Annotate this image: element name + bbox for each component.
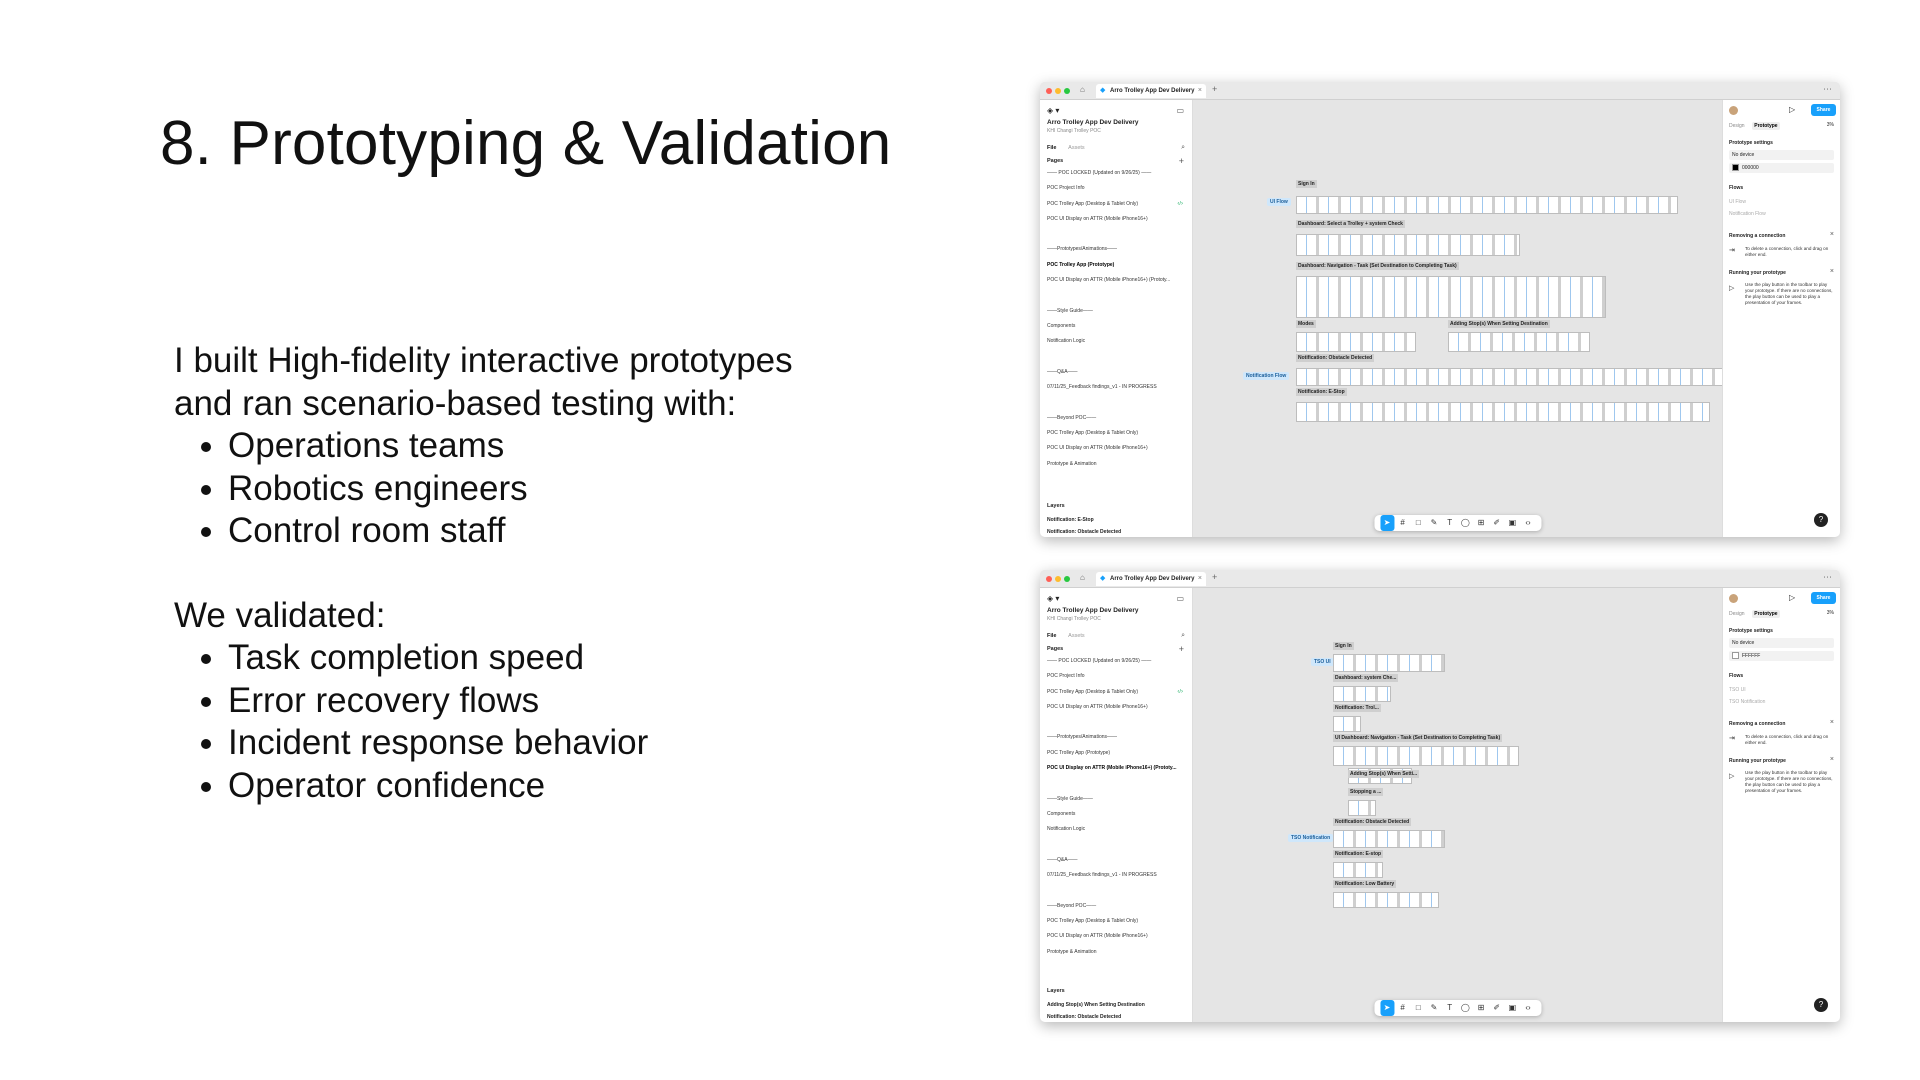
pen-tool-icon[interactable]: ✎ — [1430, 518, 1438, 527]
close-window-button[interactable] — [1046, 576, 1052, 582]
frame-strip[interactable] — [1333, 830, 1445, 848]
flow-tag[interactable]: UI Flow — [1267, 198, 1291, 206]
flows-heading: Flows — [1729, 185, 1744, 191]
close-icon[interactable]: × — [1829, 756, 1834, 763]
removing-connection-text: To delete a connection, click and drag on either end. — [1745, 734, 1829, 745]
text-tool-icon[interactable]: T — [1447, 1003, 1453, 1012]
frame-strip[interactable] — [1333, 716, 1361, 732]
page-item[interactable]: Components — [1047, 810, 1076, 817]
figma-screenshot-1 — [1040, 82, 1840, 537]
tab-file[interactable]: File — [1047, 145, 1057, 151]
minimize-window-button[interactable] — [1055, 88, 1061, 94]
background-color-field[interactable] — [1729, 651, 1834, 661]
page-item[interactable]: ——Style Guide—— — [1047, 795, 1093, 802]
window-titlebar — [1040, 570, 1840, 588]
flow-tag[interactable]: TSO Notification — [1288, 834, 1333, 842]
list-item: • Operations teams — [228, 425, 834, 468]
layers-heading: Layers — [1047, 988, 1065, 994]
project-title[interactable]: Arro Trolley App Dev Delivery — [1047, 119, 1139, 126]
frame-strip[interactable] — [1296, 368, 1724, 386]
intro-text: I built High-fidelity interactive prototypes and ran scenario-based testing with: — [174, 341, 793, 423]
list-item: • Task completion speed — [228, 637, 834, 680]
home-icon[interactable]: ⌂ — [1080, 573, 1085, 582]
shape-tool-icon[interactable]: □ — [1415, 518, 1421, 527]
list-item: • Error recovery flows — [228, 680, 834, 723]
section-label: Sign In — [1335, 643, 1352, 649]
page-spacer — [1047, 292, 1185, 307]
running-prototype-text: Use the play button in the toolbar to play your prototype. If there are no connections, the play button can be used to play a presentation of your frames. — [1745, 770, 1833, 793]
removing-connection-heading: Removing a connection — [1729, 233, 1786, 239]
slide-title: 8. Prototyping & Validation — [160, 109, 892, 178]
frame-strip[interactable] — [1296, 402, 1710, 422]
move-tool-icon[interactable]: ➤ — [1380, 1000, 1394, 1016]
flow-item[interactable]: Notification Flow — [1729, 211, 1766, 217]
page-item[interactable]: POC UI Display on ATTR (Mobile iPhone16+) — [1047, 445, 1148, 452]
panel-tabs — [1729, 610, 1834, 618]
close-window-button[interactable] — [1046, 88, 1052, 94]
frame-strip[interactable] — [1296, 196, 1678, 214]
background-color-field[interactable] — [1729, 163, 1834, 173]
add-page-icon[interactable]: + — [1178, 156, 1184, 166]
running-prototype-heading: Running your prototype — [1729, 758, 1786, 764]
layer-item[interactable]: Adding Stop(s) When Setting Destination — [1047, 1002, 1145, 1008]
section-label: Notification: Obstacle Detected — [1298, 355, 1373, 361]
window-titlebar — [1040, 82, 1840, 100]
section-label: UI Dashboard: Navigation - Task (Set Destination to Completing Task) — [1335, 735, 1501, 741]
left-sidebar — [1040, 100, 1193, 537]
share-button[interactable]: Share — [1811, 592, 1836, 604]
dev-mode-icon: ‹/› — [1177, 200, 1183, 207]
more-icon[interactable]: ⋯ — [1823, 572, 1832, 582]
prototype-settings-heading: Prototype settings — [1729, 140, 1773, 146]
flow-tag[interactable]: TSO UI — [1311, 658, 1334, 666]
removing-connection-heading: Removing a connection — [1729, 721, 1786, 727]
minimize-window-button[interactable] — [1055, 576, 1061, 582]
tab-assets[interactable]: Assets — [1068, 633, 1085, 639]
page-spacer — [1047, 780, 1185, 795]
search-icon[interactable]: ⌕ — [1181, 632, 1185, 639]
page-item[interactable]: Notification Logic — [1047, 826, 1086, 833]
sidebar-tabs — [1047, 145, 1185, 151]
add-page-icon[interactable]: + — [1178, 644, 1184, 654]
design-mode-icon[interactable]: ▣ — [1508, 1003, 1517, 1012]
page-item[interactable]: POC UI Display on ATTR (Mobile iPhone16+) — [1047, 703, 1148, 710]
section-label: Stopping a ... — [1350, 789, 1382, 795]
help-icon[interactable]: ? — [1814, 513, 1828, 527]
section-label: Adding Stop(s) When Setting Destination — [1450, 321, 1548, 327]
play-icon[interactable]: ▷ — [1789, 593, 1796, 602]
page-spacer — [1047, 842, 1185, 857]
maximize-window-button[interactable] — [1064, 88, 1070, 94]
list-item: • Operator confidence — [228, 765, 834, 808]
page-spacer — [1047, 231, 1185, 246]
page-item[interactable]: Notification Logic — [1047, 338, 1086, 345]
page-item[interactable]: POC Trolley App (Desktop & Tablet Only) — [1047, 918, 1139, 925]
frame-strip[interactable] — [1296, 234, 1520, 256]
play-icon: ▷ — [1729, 285, 1735, 292]
page-item[interactable]: —— POC LOCKED (Updated on 9/26/25) —— — [1047, 658, 1152, 664]
canvas[interactable] — [1193, 588, 1722, 1022]
section-label: Notification: Low Battery — [1335, 881, 1395, 887]
close-icon[interactable]: × — [1829, 268, 1834, 275]
figma-menu-icon[interactable]: ◈ ▾ — [1047, 594, 1060, 603]
page-item[interactable]: —— POC LOCKED (Updated on 9/26/25) —— — [1047, 170, 1152, 176]
bottom-toolbar — [1374, 515, 1541, 531]
pages-heading: Pages — [1047, 158, 1064, 164]
close-icon[interactable]: × — [1197, 87, 1202, 94]
section-label: Dashboard: Select a Trolley + system Check — [1298, 221, 1403, 227]
frame-strip[interactable] — [1448, 332, 1590, 352]
maximize-window-button[interactable] — [1064, 576, 1070, 582]
flow-item[interactable]: TSO UI — [1729, 687, 1746, 693]
project-subtitle: KHI Changi Trolley POC — [1047, 616, 1101, 622]
frame-strip[interactable] — [1333, 654, 1445, 672]
pages-heading: Pages — [1047, 646, 1064, 652]
shape-tool-icon[interactable]: □ — [1415, 1003, 1421, 1012]
panel-toggle-icon[interactable]: ▭ — [1176, 594, 1184, 603]
frame-strip[interactable] — [1296, 332, 1416, 352]
running-prototype-heading: Running your prototype — [1729, 270, 1786, 276]
section-label: Dashboard: system Che... — [1335, 675, 1397, 681]
panel-toggle-icon[interactable]: ▭ — [1176, 106, 1184, 115]
figma-file-icon: ◆ — [1100, 575, 1106, 582]
figma-screenshot-2 — [1040, 570, 1840, 1022]
actions-icon[interactable]: ⊞ — [1477, 1003, 1485, 1012]
layer-item[interactable]: Notification: E-Stop — [1047, 517, 1094, 523]
figma-menu-icon[interactable]: ◈ ▾ — [1047, 106, 1060, 115]
frame-tool-icon[interactable]: # — [1400, 518, 1405, 527]
color-value: FFFFFF — [1742, 653, 1761, 659]
removing-connection-text: To delete a connection, click and drag on either end. — [1745, 246, 1829, 257]
page-item[interactable]: POC Trolley App (Prototype) — [1047, 749, 1111, 756]
page-list — [1047, 658, 1185, 964]
page-item[interactable]: POC Project Info — [1047, 185, 1085, 192]
tab-design[interactable]: Design — [1729, 123, 1745, 129]
page-item[interactable]: Components — [1047, 322, 1076, 329]
move-tool-icon[interactable]: ➤ — [1380, 515, 1394, 531]
connection-icon: ⇥ — [1729, 247, 1735, 254]
color-swatch[interactable] — [1732, 164, 1739, 171]
section-label: Notification: Obstacle Detected — [1335, 819, 1410, 825]
flow-item[interactable]: TSO Notification — [1729, 699, 1766, 705]
page-item[interactable]: ——Style Guide—— — [1047, 307, 1093, 314]
flows-heading: Flows — [1729, 673, 1744, 679]
frame-tool-icon[interactable]: # — [1400, 1003, 1405, 1012]
page-item[interactable]: POC UI Display on ATTR (Mobile iPhone16+) — [1047, 933, 1148, 940]
page-item[interactable]: ——Beyond POC—— — [1047, 902, 1097, 909]
left-sidebar — [1040, 588, 1193, 1022]
flow-tag[interactable]: Notification Flow — [1243, 372, 1289, 380]
frame-strip[interactable] — [1333, 862, 1383, 878]
page-spacer — [1047, 719, 1185, 734]
section-label: Sign In — [1298, 181, 1315, 187]
avatar[interactable] — [1729, 594, 1738, 603]
design-mode-icon[interactable]: ▣ — [1508, 518, 1517, 527]
page-spacer — [1047, 399, 1185, 414]
list-item: • Incident response behavior — [228, 722, 834, 765]
tested-groups-list — [174, 425, 834, 553]
layers-heading: Layers — [1047, 503, 1065, 509]
page-item[interactable]: POC UI Display on ATTR (Mobile iPhone16+) (Prototy... — [1047, 277, 1171, 284]
validated-heading: We validated: — [174, 595, 386, 635]
tab-file[interactable]: File — [1047, 633, 1057, 639]
page-item[interactable]: Prototype & Animation — [1047, 948, 1097, 955]
page-item[interactable]: Prototype & Animation — [1047, 460, 1097, 467]
page-spacer — [1047, 887, 1185, 902]
prototype-settings-heading: Prototype settings — [1729, 628, 1773, 634]
color-value: 000000 — [1742, 165, 1759, 171]
zoom-level[interactable]: 3% — [1826, 610, 1834, 616]
page-item[interactable]: ——Q&A—— — [1047, 368, 1078, 375]
more-icon[interactable]: ⋯ — [1823, 84, 1832, 94]
section-label: Notification: Trol... — [1335, 705, 1379, 711]
dev-mode-icon[interactable]: ‹› — [1525, 1003, 1531, 1012]
draw-mode-icon[interactable]: ✐ — [1493, 518, 1501, 527]
page-item[interactable]: ——Prototypes/Animations—— — [1047, 734, 1118, 741]
bottom-toolbar — [1374, 1000, 1541, 1016]
page-list — [1047, 170, 1185, 476]
page-item[interactable] — [1047, 689, 1185, 704]
sidebar-tabs — [1047, 633, 1185, 639]
new-tab-icon[interactable]: + — [1212, 572, 1218, 582]
comment-tool-icon[interactable]: ◯ — [1460, 518, 1470, 527]
file-tab[interactable] — [1096, 572, 1206, 586]
zoom-level[interactable]: 3% — [1826, 122, 1834, 128]
slide-body — [174, 340, 834, 849]
running-prototype-text: Use the play button in the toolbar to play your prototype. If there are no connections, the play button can be used to play a presentation of your frames. — [1745, 282, 1833, 305]
connection-icon: ⇥ — [1729, 735, 1735, 742]
page-item[interactable]: ——Prototypes/Animations—— — [1047, 246, 1118, 253]
project-title[interactable]: Arro Trolley App Dev Delivery — [1047, 607, 1139, 614]
section-label: Modes — [1298, 321, 1314, 327]
play-icon[interactable]: ▷ — [1789, 105, 1796, 114]
close-icon[interactable]: × — [1829, 719, 1834, 726]
pen-tool-icon[interactable]: ✎ — [1430, 1003, 1438, 1012]
section-label: Adding Stop(s) When Setti... — [1350, 771, 1418, 777]
help-icon[interactable]: ? — [1814, 998, 1828, 1012]
color-swatch[interactable] — [1732, 652, 1739, 659]
page-item-label: POC Trolley App (Desktop & Tablet Only) — [1047, 200, 1139, 207]
close-icon[interactable]: × — [1829, 231, 1834, 238]
dev-mode-icon[interactable]: ‹› — [1525, 518, 1531, 527]
close-icon[interactable]: × — [1197, 575, 1202, 582]
page-item[interactable] — [1047, 201, 1185, 216]
frame-strip[interactable] — [1333, 746, 1519, 766]
page-item-selected[interactable]: POC Trolley App (Prototype) — [1047, 261, 1115, 268]
tab-assets[interactable]: Assets — [1068, 145, 1085, 151]
page-item-label: POC Trolley App (Desktop & Tablet Only) — [1047, 688, 1139, 695]
device-select[interactable]: No device — [1729, 638, 1834, 648]
frame-strip[interactable] — [1333, 686, 1391, 702]
frame-strip[interactable] — [1296, 276, 1606, 318]
search-icon[interactable]: ⌕ — [1181, 144, 1185, 151]
page-item[interactable]: ——Beyond POC—— — [1047, 414, 1097, 421]
comment-tool-icon[interactable]: ◯ — [1460, 1003, 1470, 1012]
home-icon[interactable]: ⌂ — [1080, 85, 1085, 94]
tab-prototype[interactable]: Prototype — [1754, 123, 1778, 129]
tab-label: Arro Trolley App Dev Delivery — [1110, 88, 1195, 94]
device-select[interactable]: No device — [1729, 150, 1834, 160]
tab-label: Arro Trolley App Dev Delivery — [1110, 576, 1195, 582]
actions-icon[interactable]: ⊞ — [1477, 518, 1485, 527]
page-item[interactable]: POC Project Info — [1047, 673, 1085, 680]
figma-file-icon: ◆ — [1100, 87, 1106, 94]
section-label: Dashboard: Navigation - Task (Set Destination to Completing Task) — [1298, 263, 1457, 269]
file-tab[interactable] — [1096, 84, 1206, 98]
canvas[interactable] — [1193, 100, 1722, 537]
play-icon: ▷ — [1729, 773, 1735, 780]
flow-item[interactable]: UI Flow — [1729, 199, 1746, 205]
frame-strip[interactable] — [1333, 892, 1439, 908]
section-label: Notification: E-stop — [1335, 851, 1382, 857]
avatar[interactable] — [1729, 106, 1738, 115]
page-item[interactable]: POC UI Display on ATTR (Mobile iPhone16+) — [1047, 215, 1148, 222]
layer-item[interactable]: Notification: Obstacle Detected — [1047, 529, 1122, 535]
list-item: • Robotics engineers — [228, 468, 834, 511]
layer-item[interactable]: Notification: Obstacle Detected — [1047, 1014, 1122, 1020]
section-label: Notification: E-Stop — [1298, 389, 1345, 395]
right-panel — [1722, 588, 1840, 1022]
draw-mode-icon[interactable]: ✐ — [1493, 1003, 1501, 1012]
text-tool-icon[interactable]: T — [1447, 518, 1453, 527]
dev-mode-icon: ‹/› — [1177, 688, 1183, 695]
list-item: • Control room staff — [228, 510, 834, 553]
page-item[interactable]: POC Trolley App (Desktop & Tablet Only) — [1047, 430, 1139, 437]
share-button[interactable]: Share — [1811, 104, 1836, 116]
page-item[interactable]: ——Q&A—— — [1047, 856, 1078, 863]
page-item[interactable]: 07/11/25_Feedback findings_v1 - IN PROGRESS — [1047, 384, 1157, 391]
tab-design[interactable]: Design — [1729, 611, 1745, 617]
new-tab-icon[interactable]: + — [1212, 84, 1218, 94]
project-subtitle: KHI Changi Trolley POC — [1047, 128, 1101, 134]
tab-prototype[interactable]: Prototype — [1754, 611, 1778, 617]
frame-strip[interactable] — [1348, 800, 1376, 816]
page-item-selected[interactable]: POC UI Display on ATTR (Mobile iPhone16+) (Prototy... — [1047, 765, 1177, 772]
page-item[interactable]: 07/11/25_Feedback findings_v1 - IN PROGRESS — [1047, 872, 1157, 879]
panel-tabs — [1729, 122, 1834, 130]
right-panel — [1722, 100, 1840, 537]
validated-list — [174, 637, 834, 807]
page-spacer — [1047, 354, 1185, 369]
